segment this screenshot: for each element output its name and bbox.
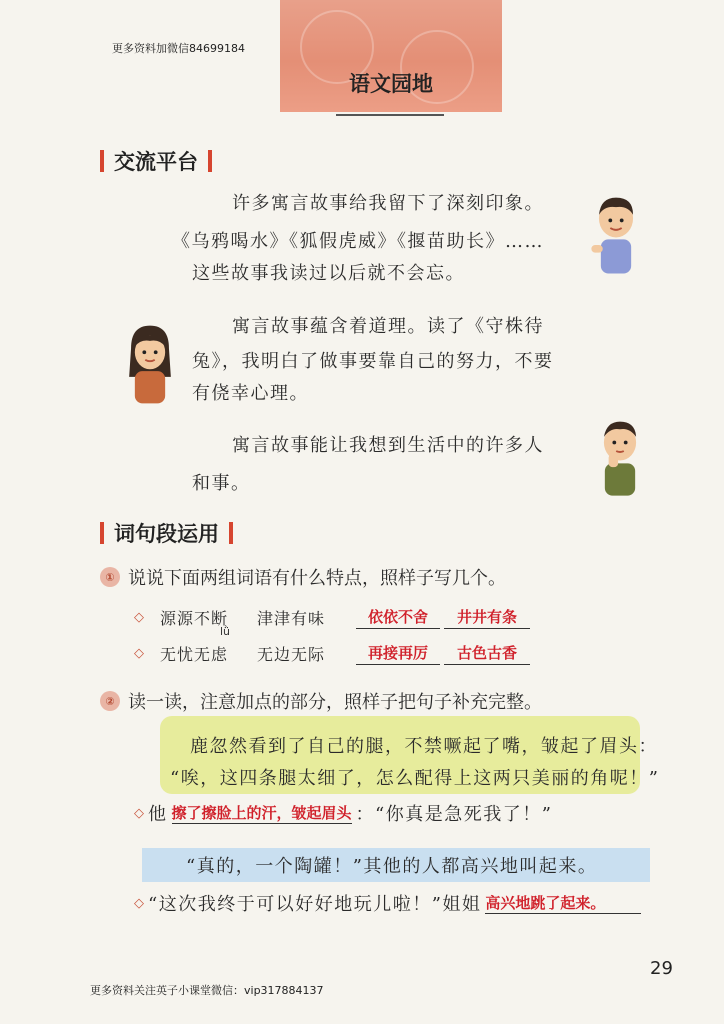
- heading-bar-left: [100, 522, 104, 544]
- answer-sentence-2: [134, 890, 641, 916]
- diamond-icon: ◇: [134, 805, 144, 821]
- para3-line2: 和事。: [192, 473, 251, 494]
- example-line-1: 鹿忽然看到了自己的腿，不禁噘起了嘴，皱起了眉头：: [190, 736, 658, 757]
- para2-line1: 寓言故事蕴含着道理。读了《守株待: [232, 316, 544, 337]
- question-2: [100, 688, 542, 714]
- question-2-text: 读一读，注意加点的部分，照样子把句子补充完整。: [128, 692, 542, 713]
- answer-field[interactable]: 再接再厉: [356, 642, 440, 665]
- answer-field[interactable]: 依依不舍: [356, 606, 440, 629]
- page-number: 29: [650, 958, 673, 979]
- answer-field[interactable]: 井井有条: [444, 606, 530, 629]
- para2-line2: 兔》，我明白了做事要靠自己的努力，不要: [192, 351, 554, 372]
- answer-field[interactable]: 古色古香: [444, 642, 530, 665]
- answer-suffix: ：“你真是急死我了！”: [355, 804, 553, 825]
- title-underline: [336, 114, 444, 116]
- example-line-3: “真的，一个陶罐！”其他的人都高兴地叫起来。: [186, 856, 598, 877]
- girl-avatar-icon: [120, 320, 180, 410]
- para1-line1: 许多寓言故事给我留下了深刻印象。: [232, 193, 544, 214]
- thinking-boy-avatar-icon: [590, 416, 650, 506]
- answer-prefix: 他: [148, 804, 168, 825]
- answer-prefix: “这次我终于可以好好地玩儿啦！”姐姐: [148, 894, 482, 915]
- watermark-top: 更多资料加微信84699184: [112, 42, 245, 55]
- watermark-bottom: 更多资料关注英子小课堂微信：vip317884137: [90, 984, 324, 997]
- heading-bar-left: [100, 150, 104, 172]
- answer-field[interactable]: 高兴地跳了起来。: [485, 892, 641, 914]
- pinyin-label: lǜ: [220, 625, 231, 638]
- example-word: 源源不断: [160, 609, 229, 628]
- heading-bar-right: [208, 150, 212, 172]
- question-1: [100, 564, 506, 590]
- example-word: 无忧无虑: [160, 645, 229, 664]
- section-heading-text: 词句段运用: [114, 522, 219, 546]
- section-heading-text: 交流平台: [114, 150, 198, 174]
- question-number-icon: ②: [100, 691, 120, 711]
- diamond-icon: ◇: [134, 895, 144, 911]
- section-heading-words: [100, 518, 233, 548]
- question-number-icon: ①: [100, 567, 120, 587]
- example-word: 津津有味: [257, 609, 326, 628]
- para1-line3: 这些故事我读过以后就不会忘。: [192, 263, 465, 284]
- answer-field[interactable]: 擦了擦脸上的汗，皱起眉头: [171, 804, 352, 822]
- boy-avatar-icon: [586, 192, 646, 282]
- diamond-icon: ◇: [134, 610, 144, 625]
- para3-line1: 寓言故事能让我想到生活中的许多人: [232, 435, 544, 456]
- answer-sentence-1: [134, 800, 552, 826]
- diamond-icon: ◇: [134, 646, 144, 661]
- example-word: 无边无际: [257, 645, 326, 664]
- para2-line3: 有侥幸心理。: [192, 383, 309, 404]
- section-heading-exchange: [100, 146, 212, 176]
- question-1-text: 说说下面两组词语有什么特点，照样子写几个。: [128, 568, 506, 589]
- example-line-2: “唉，这四条腿太细了，怎么配得上这两只美丽的角呢！”: [170, 768, 660, 789]
- para1-line2: 《乌鸦喝水》《狐假虎威》《揠苗助长》……: [172, 231, 544, 252]
- page-title: 语文园地: [349, 72, 433, 96]
- heading-bar-right: [229, 522, 233, 544]
